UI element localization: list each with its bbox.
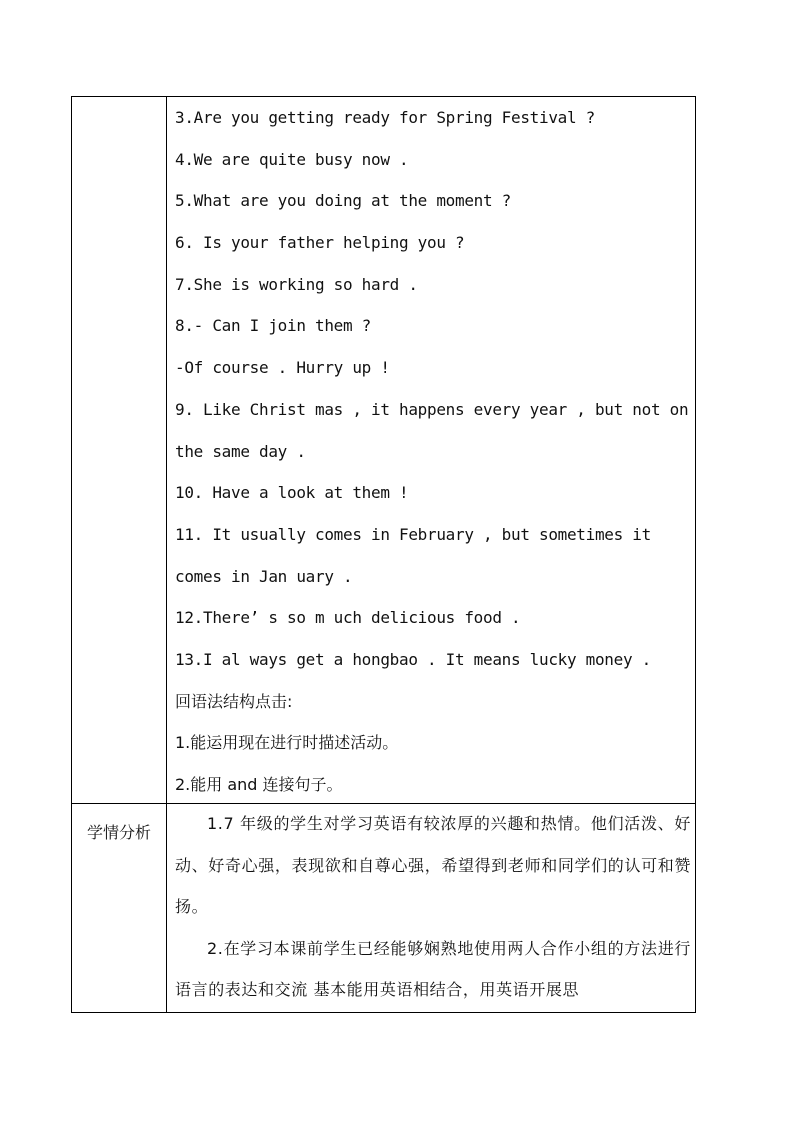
sentence-line: 4.We are quite busy now .	[175, 149, 409, 169]
sentence-line: 10. Have a look at them !	[175, 483, 409, 503]
sentence-line: 3.Are you getting ready for Spring Festival ?	[175, 108, 595, 127]
sentence-line: 9. Like Christ mas , it happens every year , but not on	[175, 399, 689, 419]
grammar-item: 1.能运用现在进行时描述活动。	[175, 733, 399, 753]
column-divider	[166, 97, 167, 1012]
sentence-line: 7.She is working so hard .	[175, 274, 418, 294]
sentence-line: comes in Jan uary .	[175, 566, 353, 586]
grammar-heading: 回语法结构点击:	[175, 691, 293, 711]
key-sentences-cell	[175, 97, 695, 806]
sentence-line: 5.What are you doing at the moment ?	[175, 191, 511, 211]
lesson-plan-table	[71, 96, 696, 1013]
student-analysis-cell	[175, 803, 691, 1011]
sentence-line: the same day .	[175, 441, 306, 461]
sentence-line: -Of course . Hurry up !	[175, 358, 390, 378]
grammar-item: 2.能用 and 连接句子。	[175, 775, 343, 794]
analysis-paragraph: 1.7 年级的学生对学习英语有较浓厚的兴趣和热情。他们活泼、好动、好奇心强，表现欲和自尊心强，希望得到老师和同学们的认可和赞扬。	[175, 814, 691, 916]
sentence-line: 11. It usually comes in February , but sometimes it	[175, 524, 651, 544]
student-analysis-label: 学情分析	[86, 823, 151, 842]
sentence-line: 6. Is your father helping you ?	[175, 233, 465, 253]
sentence-line: 8.- Can I join them ?	[175, 316, 371, 336]
sentence-line: 12.There’ s so m uch delicious food .	[175, 608, 521, 628]
sentence-line: 13.I al ways get a hongbao . It means lucky money .	[175, 649, 651, 669]
analysis-paragraph: 2.在学习本课前学生已经能够娴熟地使用两人合作小组的方法进行语言的表达和交流 基本能用英语相结合，用英语开展思	[175, 938, 691, 999]
